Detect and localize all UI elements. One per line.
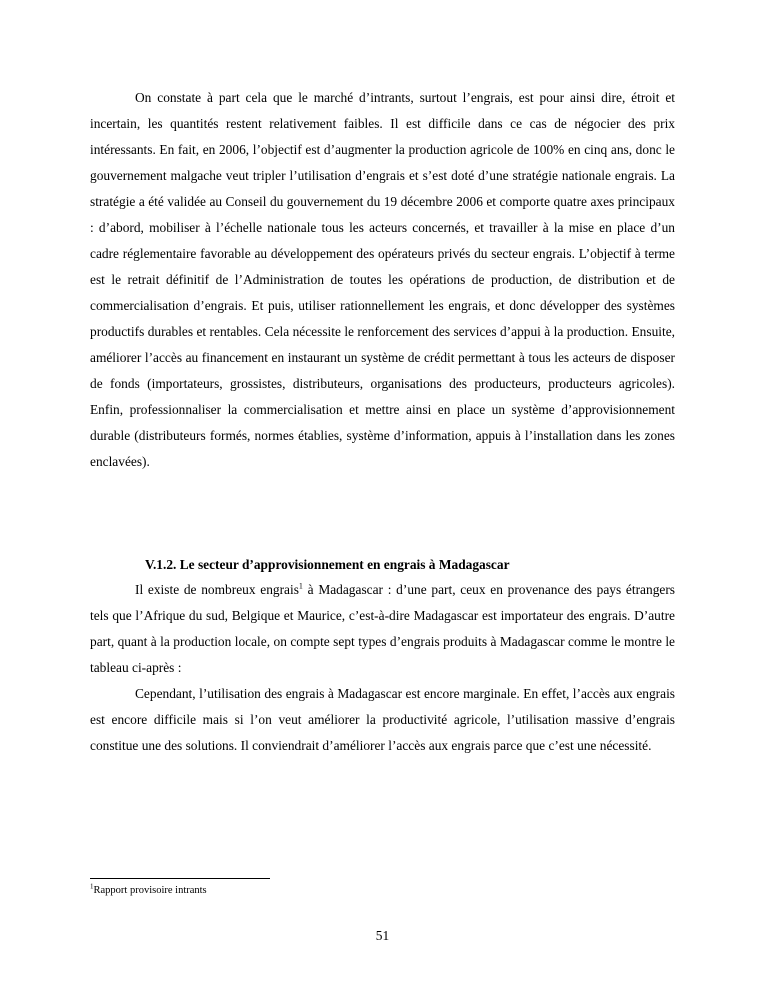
page-number: 51 — [375, 928, 390, 943]
footnote-number: 1 — [90, 882, 94, 891]
paragraph-usage: Cependant, l’utilisation des engrais à Madagascar est encore marginale. En effet, l’accès aux engrais est encore difficile mais si l’on veut améliorer la productivité agricole, l’utilisation massive d’engrais constitue une des solutions. Il conviendrait d’améliorer l’accès aux engrais parce que c’est une nécessité. — [90, 686, 675, 753]
paragraph-intro: On constate à part cela que le marché d’intrants, surtout l’engrais, est pour ainsi dire, étroit et incertain, les quantités restent relativement faibles. Il est difficile dans ce cas de négocier des prix intéressants. En fait, en 2006, l’objectif est d’augmenter la production agricole de 100% en cinq ans, donc le gouvernement malgache veut tripler l’utilisation d’engrais et s’est doté d’une stratégie nationale engrais. La stratégie a été validée au Conseil du gouvernement du 19 décembre 2006 et comporte quatre axes principaux : d’abord, mobiliser à l’échelle nationale tous les acteurs concernés, et travailler à la mise en place d’un cadre réglementaire favorable au développement des opérateurs privés du secteur engrais. L’objectif à terme est le retrait définitif de l’Administration de toutes les opérations de production, de distribution et de commercialisation d’engrais. Et puis, utiliser rationnellement les engrais, et donc développer des systèmes productifs durables et rentables. Cela nécessite le renforcement des services d’appui à la production. Ensuite, améliorer l’accès au financement en instaurant un système de crédit permettant à tous les acteurs de disposer de fonds (importateurs, grossistes, distributeurs, organisations des producteurs, producteurs agricoles). Enfin, professionnaliser la commercialisation et mettre ainsi en place un système d’approvisionnement durable (distributeurs formés, normes établies, système d’information, appuis à l’installation dans les zones enclavées). — [90, 90, 675, 469]
paragraph-supply — [90, 577, 675, 681]
paragraph-supply-start: Il existe de nombreux engrais — [135, 582, 299, 597]
footnote-reference[interactable]: 1 — [298, 581, 303, 591]
paragraph-supply-rest: à Madagascar : d’une part, ceux en provenance des pays étrangers tels que l’Afrique du sud, Belgique et Maurice, c’est-à-dire Madagascar est importateur des engrais. D’autre part, quant à la production locale, on compte sept types d’engrais produits à Madagascar comme le montre le tableau ci-après : — [90, 582, 675, 675]
footnote-text: Rapport provisoire intrants — [93, 885, 207, 896]
section-heading: V.1.2. Le secteur d’approvisionnement en engrais à Madagascar — [145, 557, 510, 572]
footnote — [90, 884, 207, 898]
footnote-separator — [90, 878, 270, 879]
